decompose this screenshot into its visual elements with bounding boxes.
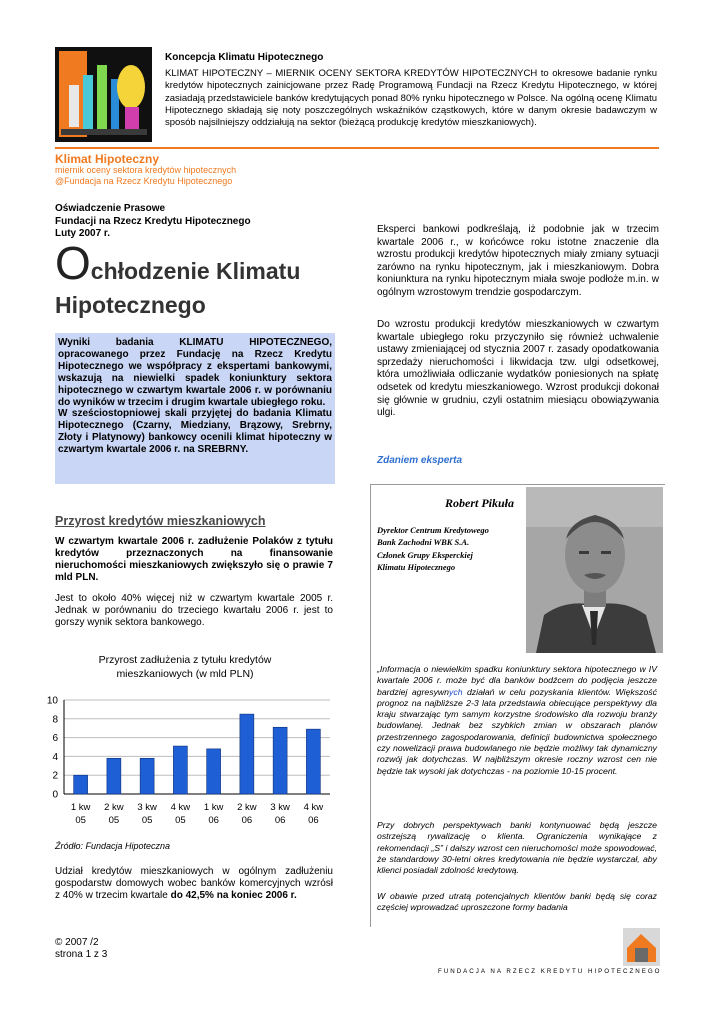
summary-box — [55, 333, 335, 484]
chart-bar — [140, 758, 154, 794]
expert-role-line-1: Dyrektor Centrum Kredytowego — [377, 525, 489, 535]
chart-bar — [273, 727, 287, 794]
expert-role-line-2: Bank Zachodni WBK S.A. — [377, 537, 470, 548]
chart-x-tick-label: 05 — [75, 815, 86, 826]
press-line-1: Oświadczenie Prasowe — [55, 203, 166, 214]
chart-bar — [306, 729, 320, 794]
drop-cap: O — [55, 237, 91, 289]
chart-x-tick-label: 3 kw — [270, 802, 290, 813]
loan-growth-chart — [30, 648, 340, 838]
chart-x-tick-label: 4 kw — [170, 802, 191, 813]
share-paragraph-highlight: do 42,5% na koniec 2006 r. — [170, 890, 297, 901]
chart-title-line-1: Przyrost zadłużenia z tytułu kredytów — [98, 654, 272, 666]
brand-title: Klimat Hipoteczny — [55, 152, 160, 166]
chart-y-tick-label: 6 — [52, 733, 58, 745]
chart-x-tick-label: 1 kw — [70, 802, 91, 813]
concept-description: KLIMAT HIPOTECZNY – MIERNIK OCENY SEKTORA KREDYTÓW HIPOTECZNYCH to okresowe badanie rynku kredytów hipotecznych zainicjowane przez Radę Programową Fundacji na Rzecz Kredytu Hipotecznego, w której zasiadają przedstawiciele banków kredytujących ponad 80% rynku hipotecznego w Polsce. Na ogólną ocenę Klimatu Hipotecznego składają się noty poszczególnych wskaźników cząstkowych, które w danym okresie badawczym w sposób najsilniejszy oddziałują na sektor (bieżącą produkcję kredytów mieszkaniowych). — [165, 68, 657, 129]
expert-portrait-photo — [526, 487, 663, 653]
chart-x-tick-label: 05 — [175, 815, 186, 826]
chart-bar — [207, 749, 221, 794]
chart-x-tick-label: 06 — [308, 815, 319, 826]
footer-copyright: © 2007 /2 — [55, 937, 99, 948]
fundacja-logo-image — [55, 47, 152, 142]
page-title — [55, 237, 355, 322]
foundation-house-logo — [623, 928, 660, 966]
chart-title-line-2: mieszkaniowych (w mld PLN) — [116, 668, 254, 680]
expert-quote-1-part-b: ych — [449, 686, 463, 697]
chart-x-tick-label: 06 — [208, 815, 219, 826]
chart-x-tick-label: 4 kw — [303, 802, 324, 813]
chart-y-tick-label: 2 — [52, 770, 58, 782]
header-divider — [55, 147, 659, 149]
brand-copyright: @Fundacja na Rzecz Kredytu Hipotecznego — [55, 176, 233, 186]
chart-x-tick-label: 3 kw — [137, 802, 157, 813]
chart-gridlines — [64, 700, 330, 794]
chart-bar — [173, 746, 187, 794]
section-title: Przyrost kredytów mieszkaniowych — [55, 514, 266, 528]
right-paragraph-2: Do wzrostu produkcji kredytów mieszkaniowych w czwartym kwartale ubiegłego roku przyczyniło się również uchwalenie ustawy zmieniającej od stycznia 2007 r. zasady opodatkowania sprzedaży nieruchomości i likwidacja tzw. ulgi odsetkowej, która umożliwiała odliczanie wydatków poniesionych na spłatę odsetek od kredytu mieszkaniowego. Wzrost produkcji dokonał się głównie w grudniu, czyli ostatnim miesiącu obowiązywania ulgi. — [377, 319, 659, 419]
chart-x-tick-label: 2 kw — [104, 802, 124, 813]
brand-subtitle: miernik oceny sektora kredytów hipotecznych — [55, 165, 237, 175]
page-number: strona 1 z 3 — [55, 949, 108, 960]
chart-y-axis — [47, 696, 64, 801]
chart-x-tick-label: 2 kw — [237, 802, 257, 813]
chart-bar — [107, 758, 121, 794]
footer-left — [55, 937, 107, 961]
expert-role-line-3: Członek Grupy Eksperckiej — [377, 549, 473, 560]
foundation-name: FUNDACJA NA RZECZ KREDYTU HIPOTECZNEGO — [438, 968, 662, 975]
expert-quote-1-part-c: działań w celu pozyskania klientów. Większość prognoz na najbliższe 2-3 lata przedstawia obiecujące perspektywy dla kraju stwarzając tym samym korzystne środowisko dla rozwoju branży budowlanej. Jednak bez szybkich zmian w obszarach planów przestrzennego zagospodarowania, definicji budownictwa społecznego czy nowelizacji prawa budowlanego nie będzie możliwy tak dynamiczny rozwój jak dotychczas. W najbliższym okresie roczny wzrost cen nie będzie tak wysoki jak dotychczas - na poziomie 10-15 procent. — [377, 686, 657, 776]
chart-x-tick-label: 1 kw — [203, 802, 224, 813]
expert-name: Robert Pikuła — [445, 496, 515, 510]
chart-y-tick-label: 4 — [52, 751, 58, 763]
chart-bar — [74, 775, 88, 794]
share-paragraph — [55, 866, 333, 902]
chart-y-tick-label: 8 — [52, 714, 58, 726]
chart-x-tick-label: 06 — [241, 815, 253, 826]
chart-x-tick-label: 06 — [274, 815, 286, 826]
chart-bars — [74, 714, 321, 794]
headline-line-2: Hipotecznego — [55, 292, 206, 318]
concept-title: Koncepcja Klimatu Hipotecznego — [165, 52, 324, 63]
expert-role-line-4: Klimatu Hipotecznego — [377, 561, 456, 572]
share-paragraph-text: Udział kredytów mieszkaniowych w ogólnym zadłużeniu gospodarstw domowych wobec banków komercyjnych wzrósł z 40% w trzecim kwartale — [55, 866, 333, 901]
chart-source: Źródło: Fundacja Hipoteczna — [55, 841, 171, 851]
expert-role — [377, 524, 522, 573]
chart-x-tick-label: 05 — [141, 815, 153, 826]
section-lead-paragraph: W czwartym kwartale 2006 r. zadłużenie Polaków z tytułu kredytów przeznaczonych na finansowanie nieruchomości mieszkaniowych zwiększyło się o prawie 7 mld PLN. — [55, 536, 333, 583]
right-paragraph-1: Eksperci bankowi podkreślają, iż podobnie jak w trzecim kwartale 2006 r., w końcówce roku istotne znaczenie dla wzrostu produkcji kredytów hipotecznych miały zmiany sytuacji zarówno na rynku hipotecznym, jak i mieszkaniowym. Dobra koniunktura na rynku hipotecznym miała swoje podłoże m.in. w ogólnym wzrostowym trendzie gospodarczym. — [377, 224, 659, 298]
chart-y-tick-label: 10 — [46, 695, 58, 707]
press-date: Luty 2007 r. — [55, 228, 111, 239]
press-line-2: Fundacji na Rzecz Kredytu Hipotecznego — [55, 215, 251, 227]
section-paragraph: Jest to około 40% więcej niż w czwartym kwartale 2005 r. Jednak w porównaniu do trzeciego kwartału 2006 r. jest to gorszy wynik sektora bankowego. — [55, 593, 333, 628]
expert-quote-1-part-a: „Informacja o niewielkim spadku koniunktury sektora hipotecznego w IV kwartale 2006 r. może być dla banków bodźcem do podjęcia jeszcze bardziej agresywn — [377, 664, 657, 697]
headline-line-1: chłodzenie Klimatu — [90, 258, 301, 284]
chart-bar — [240, 714, 254, 794]
chart-x-tick-label: 05 — [108, 815, 120, 826]
chart-y-tick-label: 0 — [52, 789, 58, 801]
expert-quote-1 — [377, 664, 657, 777]
expert-section-label: Zdaniem eksperta — [377, 455, 463, 466]
expert-quote-2: Przy dobrych perspektywach banki kontynuować będą jeszcze ostrzejszą rywalizację o klienta. Ograniczenia wynikające z rekomendacji „S” i dalszy wzrost cen nieruchomości może spowodować, że standardowy 30-letni okres kredytowania nie będzie wystarczał, aby klienci posiadali zdolność kredytową. — [377, 820, 657, 876]
chart-x-axis — [71, 802, 323, 826]
summary-paragraph-2: W sześciostopniowej skali przyjętej do badania Klimatu Hipotecznego (Czarny, Miedziany, Brązowy, Srebrny, Złoty i Platynowy) bankowcy ocenili klimat hipoteczny w czwartym kwartale 2006 r. na SREBRNY. — [58, 408, 332, 456]
press-release-heading — [55, 203, 251, 241]
expert-quote-3: W obawie przed utratą potencjalnych klientów banki będą się coraz częściej wprowadzać uproszczone formy badania — [377, 891, 657, 913]
summary-paragraph-1: Wyniki badania KLIMATU HIPOTECZNEGO, opracowanego przez Fundację na Rzecz Kredytu Hipotecznego we współpracy z ekspertami bankowymi, wskazują na niewielki spadek koniunktury sektora hipotecznego w czwartym kwartale 2006 r. w porównaniu do wyników w trzecim i drugim kwartale ubiegłego roku. — [58, 337, 332, 408]
